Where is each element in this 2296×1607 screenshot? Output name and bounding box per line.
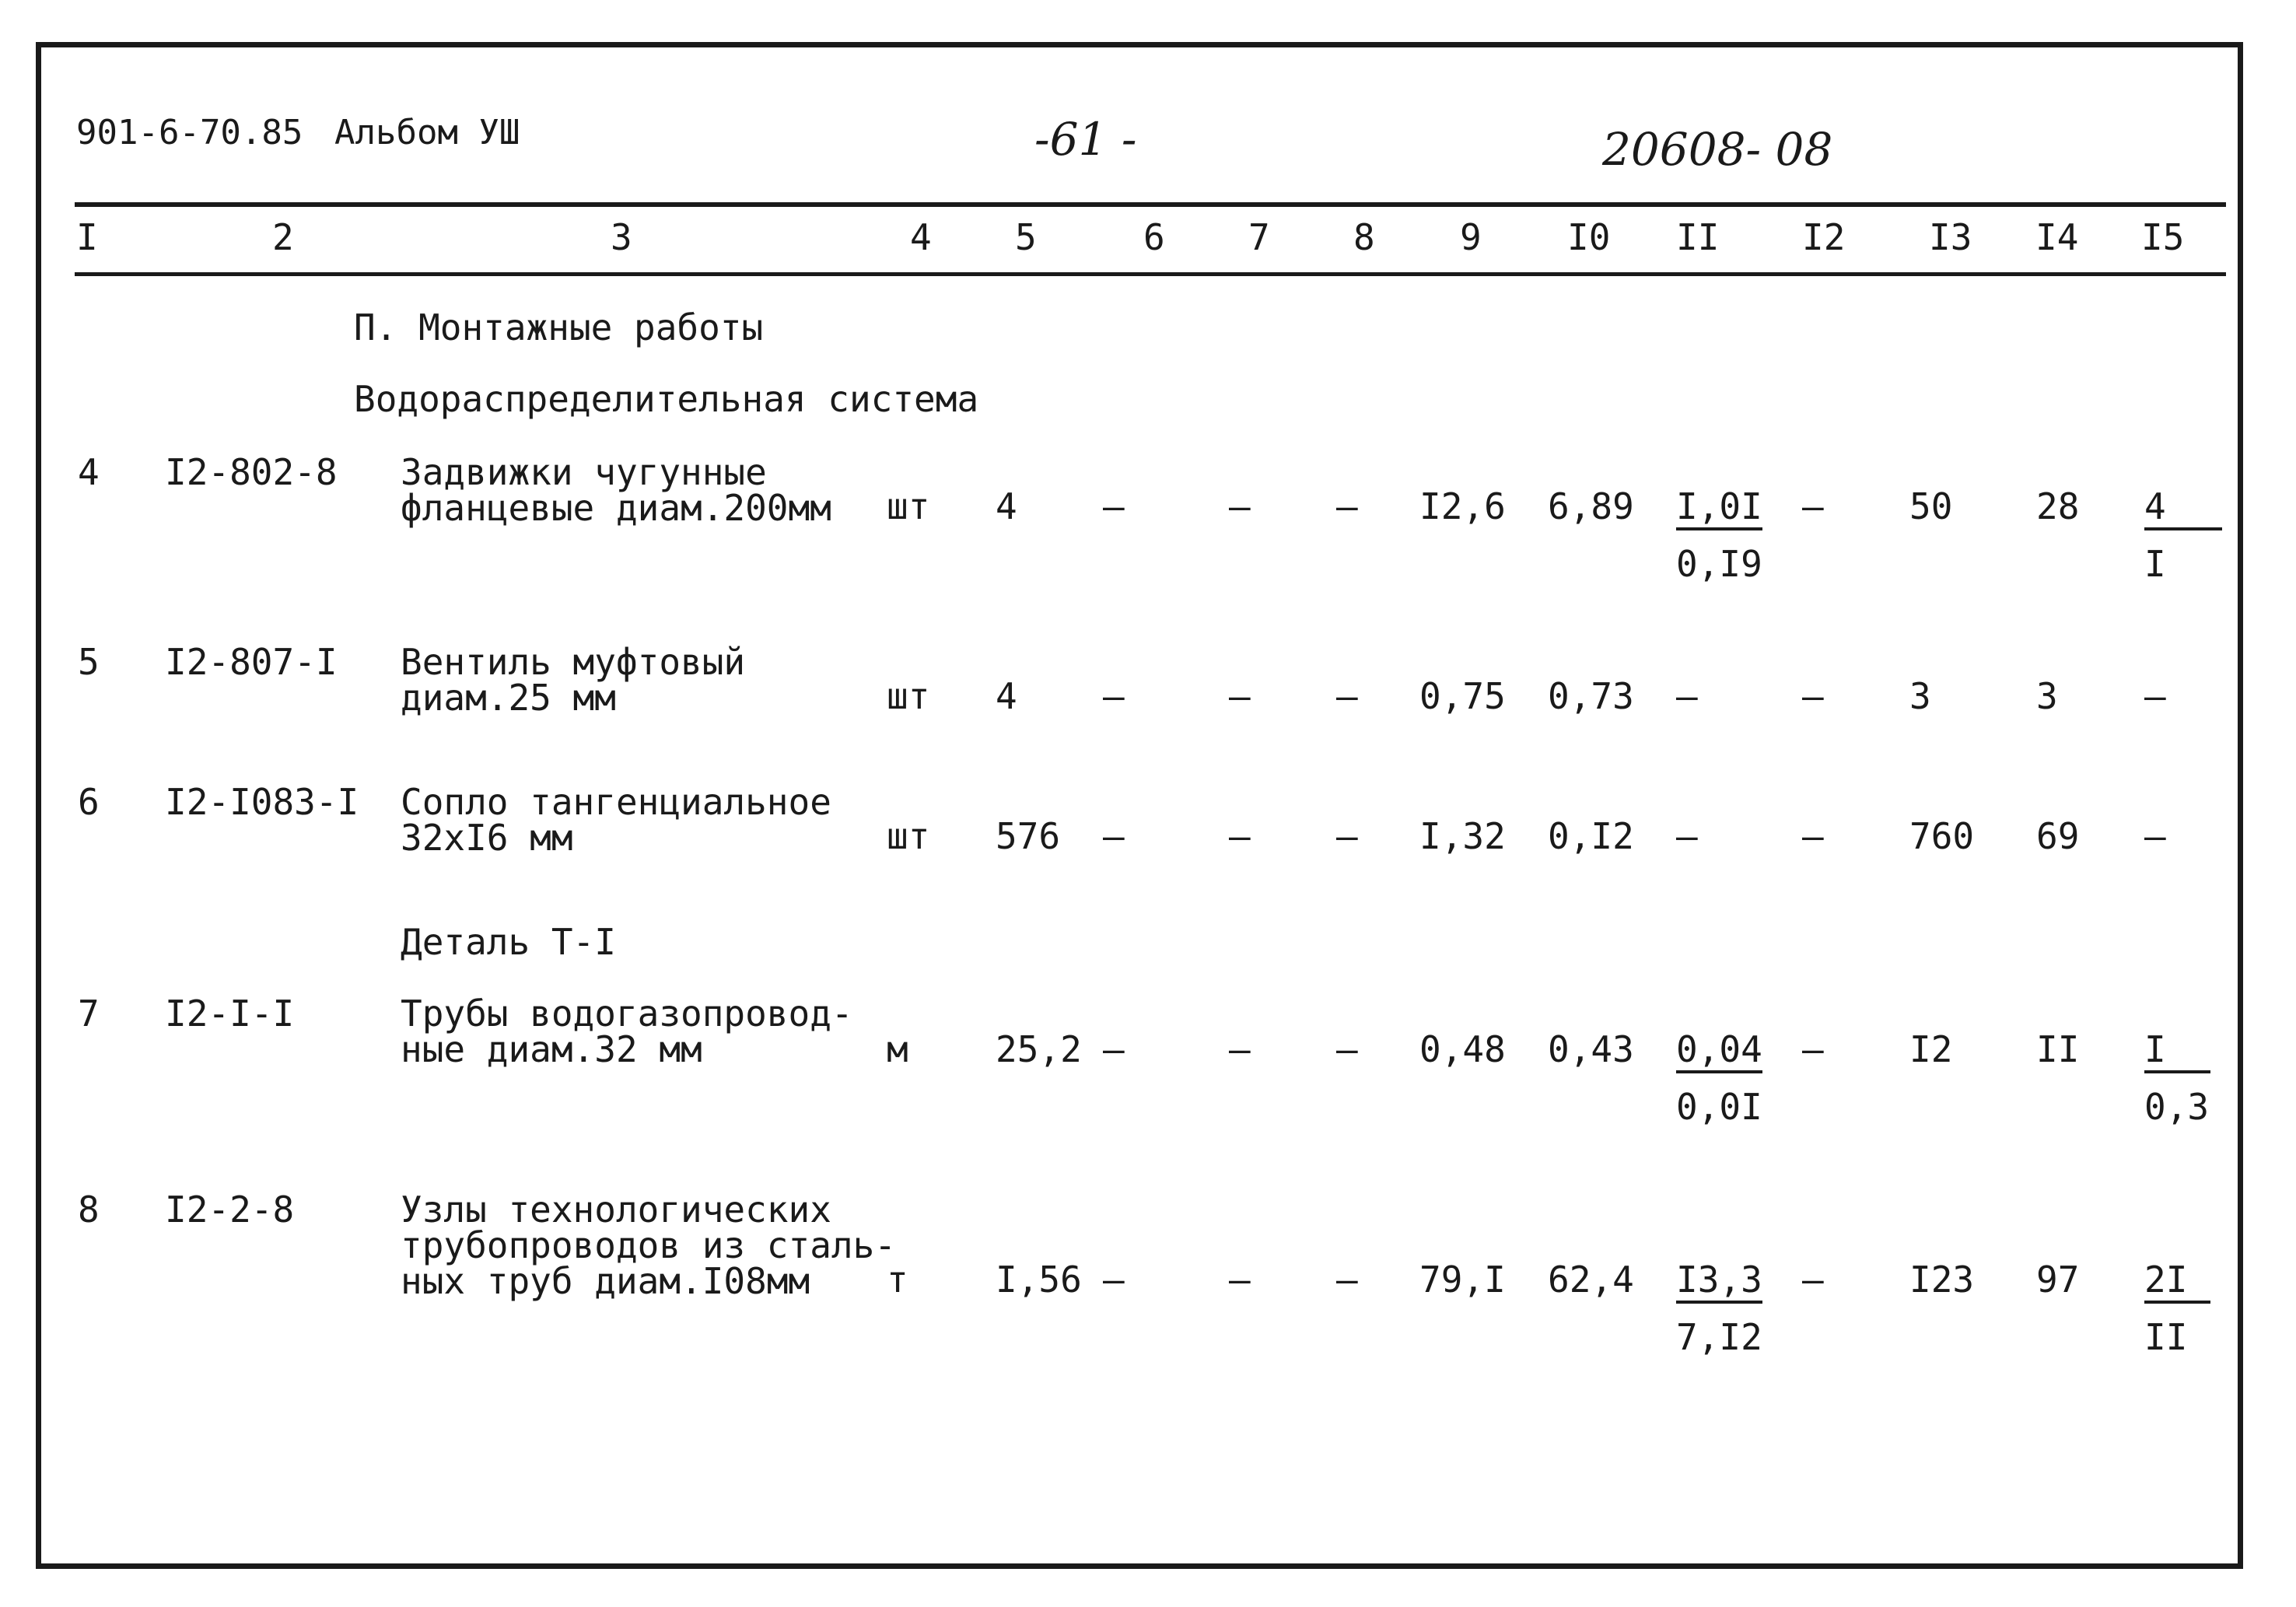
col-header-5: 5 [1015, 216, 1037, 258]
row-col14: 3 [2036, 675, 2058, 717]
col-header-15: I5 [2141, 216, 2185, 258]
row-number: 8 [78, 1189, 100, 1231]
header-rule-top [75, 202, 2226, 207]
col-header-11: II [1676, 216, 1720, 258]
row-unit: т [887, 1259, 908, 1301]
row-col10: 0,43 [1548, 1028, 1634, 1070]
row-col8: – [1336, 815, 1358, 857]
row-col6: – [1103, 675, 1125, 717]
row-unit: шт [887, 485, 930, 527]
row-col7: – [1229, 815, 1251, 857]
section-title-mounting: П. Монтажные работы [354, 306, 764, 348]
row-col11-fraction: $\frac{I,0I}{0,I9}$ [1676, 485, 1762, 585]
col-header-7: 7 [1248, 216, 1270, 258]
row-col11: – [1676, 675, 1698, 717]
row-col8: – [1336, 485, 1358, 527]
row-description: Задвижки чугунные фланцевые диам.200мм [401, 451, 831, 529]
col-header-2: 2 [272, 216, 294, 258]
section-title-detail: Деталь Т-I [401, 921, 616, 963]
doc-number: 20608- 08 [1602, 123, 1833, 176]
col-header-10: I0 [1567, 216, 1611, 258]
row-code: I2-802-8 [165, 451, 338, 493]
col-header-9: 9 [1460, 216, 1482, 258]
row-description: Узлы технологических трубопроводов из сталь- ных труб диам.I08мм [401, 1189, 896, 1302]
row-col12: – [1802, 1259, 1824, 1301]
row-col13: 3 [1909, 675, 1931, 717]
col-header-6: 6 [1143, 216, 1165, 258]
row-col14: 97 [2036, 1259, 2080, 1301]
row-qty: 25,2 [996, 1028, 1082, 1070]
col-header-1: I [76, 216, 98, 258]
row-col15-fraction: $\frac{2I}{II}$ [2144, 1262, 2210, 1355]
row-col9: 79,I [1419, 1259, 1506, 1301]
row-qty: 4 [996, 485, 1017, 527]
row-code: I2-2-8 [165, 1189, 295, 1231]
row-col15-fraction: $\frac{I}{0,3}$ [2144, 1028, 2210, 1128]
row-col8: – [1336, 1259, 1358, 1301]
row-qty: 576 [996, 815, 1061, 857]
row-unit: шт [887, 675, 930, 717]
row-col11: – [1676, 815, 1698, 857]
col-header-8: 8 [1353, 216, 1375, 258]
row-col12: – [1802, 675, 1824, 717]
row-col12: – [1802, 815, 1824, 857]
row-qty: 4 [996, 675, 1017, 717]
row-col15: – [2144, 815, 2166, 857]
row-code: I2-I083-I [165, 781, 359, 823]
row-description: Вентиль муфтовый диам.25 мм [401, 641, 746, 719]
row-col7: – [1229, 1028, 1251, 1070]
col-header-4: 4 [910, 216, 932, 258]
row-unit: м [887, 1028, 908, 1070]
row-code: I2-807-I [165, 641, 338, 683]
col-header-13: I3 [1929, 216, 1972, 258]
row-col14: 28 [2036, 485, 2080, 527]
row-code: I2-I-I [165, 993, 295, 1035]
row-col11-fraction: $\frac{I3,3}{7,I2}$ [1676, 1259, 1762, 1358]
col-header-12: I2 [1802, 216, 1846, 258]
row-col6: – [1103, 1259, 1125, 1301]
row-col8: – [1336, 675, 1358, 717]
row-description: Сопло тангенциальное 32хI6 мм [401, 781, 831, 859]
row-col12: – [1802, 1028, 1824, 1070]
row-qty: I,56 [996, 1259, 1082, 1301]
row-col10: 0,73 [1548, 675, 1634, 717]
row-col15: – [2144, 675, 2166, 717]
row-col6: – [1103, 485, 1125, 527]
header-rule-bottom [75, 272, 2226, 276]
row-number: 5 [78, 641, 100, 683]
row-col12: – [1802, 485, 1824, 527]
row-description: Трубы водогазопровод- ные диам.32 мм [401, 993, 853, 1070]
row-col8: – [1336, 1028, 1358, 1070]
row-col7: – [1229, 675, 1251, 717]
row-col10: 6,89 [1548, 485, 1634, 527]
page-number: -61 - [1034, 113, 1137, 166]
section-title-water-system: Водораспределительная система [354, 378, 979, 420]
page-frame [36, 42, 2243, 1569]
row-col6: – [1103, 1028, 1125, 1070]
row-col15-fraction: $\frac{4}{I}$ [2144, 488, 2222, 582]
col-header-3: 3 [611, 216, 632, 258]
col-header-14: I4 [2035, 216, 2079, 258]
row-col9: I,32 [1419, 815, 1506, 857]
doc-code: 901-6-70.85 [76, 113, 303, 152]
row-col10: 0,I2 [1548, 815, 1634, 857]
album-label: Альбом УШ [334, 113, 520, 152]
row-col11-fraction: $\frac{0,04}{0,0I}$ [1676, 1028, 1762, 1128]
row-col14: II [2036, 1028, 2080, 1070]
row-col7: – [1229, 1259, 1251, 1301]
row-col14: 69 [2036, 815, 2080, 857]
row-number: 6 [78, 781, 100, 823]
row-col10: 62,4 [1548, 1259, 1634, 1301]
row-col13: 50 [1909, 485, 1953, 527]
row-col9: 0,48 [1419, 1028, 1506, 1070]
row-col9: I2,6 [1419, 485, 1506, 527]
row-col7: – [1229, 485, 1251, 527]
row-unit: шт [887, 815, 930, 857]
row-col9: 0,75 [1419, 675, 1506, 717]
row-col6: – [1103, 815, 1125, 857]
row-number: 7 [78, 993, 100, 1035]
row-col13: 760 [1909, 815, 1975, 857]
row-col13: I23 [1909, 1259, 1975, 1301]
row-number: 4 [78, 451, 100, 493]
row-col13: I2 [1909, 1028, 1953, 1070]
